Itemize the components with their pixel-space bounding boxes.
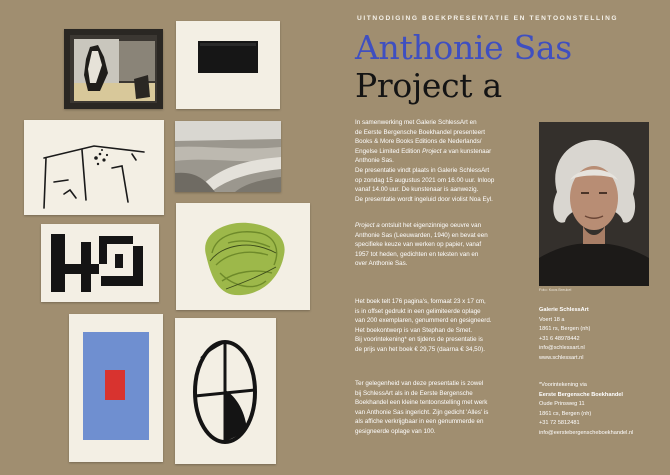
about-text: ontsluit het eigenzinnige oeuvre van Anthonie Sas (Leeuwarden, 1940) en bevat een specifieke keuze van werken op papier, vanaf 1957 tot heden, gedichten en teksten van en over Anthonie Sas. <box>355 222 488 268</box>
bookshop-contact <box>539 381 664 439</box>
intro-project-italic: Project a <box>422 147 447 155</box>
artwork-landscape <box>175 121 281 192</box>
artwork-green-scribble <box>176 203 310 310</box>
artwork-black-block <box>176 21 280 109</box>
artist-name-title: Anthonie Sas <box>355 28 572 67</box>
gallery-address: Voert 18 a 1861 rs, Bergen (nh) +31 6 48978442 info@schlessart.nl www.schlessart.nl <box>539 316 591 361</box>
artwork-line-sketch-drawing <box>24 120 164 215</box>
artwork-black-geometric <box>41 224 159 302</box>
artwork-blue-red <box>69 314 163 462</box>
artwork-line-sketch <box>24 120 164 215</box>
artwork-green-scribble-drawing <box>176 203 310 310</box>
bookshop-address: Oude Prinsweg 11 1861 cs, Bergen (nh) +31 72 5812481 info@eerstebergenscheboekhandel.nl <box>539 401 634 436</box>
artwork-oval-cross-drawing <box>175 318 276 464</box>
artwork-black-block-drawing <box>176 21 280 109</box>
intro-text-a: In samenwerking met Galerie SchlessArt en de Eerste Bergensche Boekhandel presenteert Books & More Books Editions de Nederlands/ Engelse Limited Edition <box>355 119 485 155</box>
exhibition-text: Ter gelegenheid van deze presentatie is zowel bij SchlessArt als in de Eerste Bergensche Boekhandel een kleine tentoonstelling met werk van Anthonie Sas ingericht. Zijn gedicht 'Alles' is als affiche verkrijgbaar in een genummerde en gesigneerde oplage van 100. <box>355 380 489 435</box>
artist-portrait <box>539 122 649 286</box>
artwork-dark-jug <box>64 29 163 109</box>
artwork-dark-jug-drawing <box>64 29 163 109</box>
intro-text-b: van kunstenaar Anthonie Sas. De presentatie vindt plaats in Galerie SchlessArt op zondag 15 augustus 2021 om 16.00 uur. Inloop vanaf 14.00 uur. De kunstenaar is aanwezig. De presentatie wordt ingeluid door violist Noa Eyl. <box>355 147 495 203</box>
artwork-landscape-drawing <box>175 121 281 192</box>
about-project-italic: Project a <box>355 222 380 229</box>
intro-paragraph <box>355 118 527 204</box>
book-details-text: Het boek telt 176 pagina's, formaat 23 x 17 cm, is in offset gedrukt in een gelimiteerde oplage van 200 exemplaren, genummerd en gesigneerd. Het boekontwerp is van Stephan de Smet. Bij voorintekening* en tijdens de presentatie is de prijs van het boek € 29,75 (daarna € 34,50). <box>355 298 492 353</box>
photo-credit: Foto: Koos Breukel <box>539 288 572 292</box>
artwork-black-geometric-drawing <box>41 224 159 302</box>
bookshop-name: Eerste Bergensche Boekhandel <box>539 391 623 398</box>
about-paragraph <box>355 221 527 269</box>
gallery-contact <box>539 306 664 364</box>
book-details-paragraph <box>355 297 527 355</box>
artwork-oval-cross <box>175 318 276 464</box>
invitation-eyebrow: UITNODIGING BOEKPRESENTATIE EN TENTOONSTELLING <box>357 15 619 22</box>
exhibition-paragraph <box>355 379 527 437</box>
gallery-name: Galerie SchlessArt <box>539 307 589 313</box>
artist-portrait-image <box>539 122 649 286</box>
preorder-intro: *Voorintekening via <box>539 382 587 388</box>
artwork-blue-red-drawing <box>69 314 163 462</box>
project-title: Project a <box>355 66 502 105</box>
